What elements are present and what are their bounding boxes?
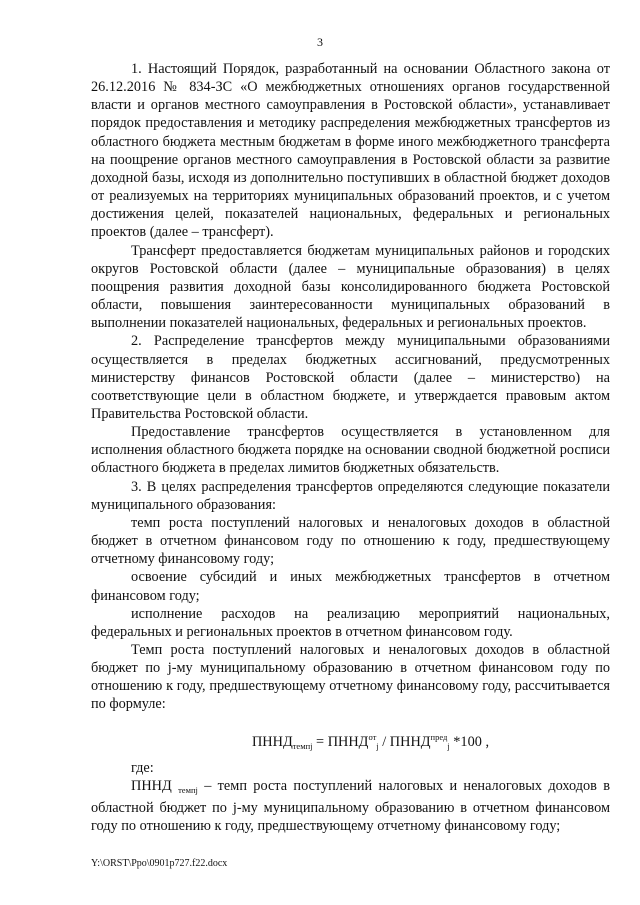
paragraph-7: освоение субсидий и иных межбюджетных трансфертов в отчетном финансовом году; <box>91 569 610 604</box>
formula <box>91 728 610 755</box>
paragraph-8: исполнение расходов на реализацию мероприятий национальных, федеральных и региональных проектов в отчетном финансовом году. <box>91 605 610 640</box>
formula-term-1: ПННД <box>327 733 369 750</box>
formula-lhs-sub: темпj <box>292 740 313 751</box>
formula-divide: / <box>378 733 390 750</box>
formula-term-1-sub: j <box>376 740 379 751</box>
definition-text: – темп роста поступлений налоговых и неналоговых доходов в областной бюджет по j-му муниципальному образованию в отчетном финансовом году по отношению к году, предшествующему отчетному финансовому году; <box>91 777 611 835</box>
paragraph-2: Трансферт предоставляется бюджетам муниципальных районов и городских округов Ростовской области (далее – муниципальные образования) в целях поощрения развития доходной базы консолидированного бюджета Ростовской области, повышения заинтересованности муниципальных образований в выполнении показателей национальных, федеральных и региональных проектов. <box>91 242 610 332</box>
paragraph-5: 3. В целях распределения трансфертов определяются следующие показатели муниципального образования: <box>91 478 610 513</box>
formula-term-2: ПННД <box>389 733 431 750</box>
paragraph-6: темп роста поступлений налоговых и неналоговых доходов в областной бюджет в отчетном финансовом году по отношению к году, предшествующему отчетному финансовому году; <box>91 514 610 568</box>
page-number: 3 <box>317 35 323 49</box>
paragraph-9: Темп роста поступлений налоговых и неналоговых доходов в областной бюджет по j-му муниципальному образованию в отчетном финансовом году по отношению к году, предшествующему отчетному финансовому году, рассчитывается по формуле: <box>91 642 610 713</box>
footer-file-path: Y:\ORST\Ppo\0901p727.f22.docx <box>91 858 228 869</box>
formula-term-1-sup: от <box>368 731 377 742</box>
formula-multiply: *100 , <box>449 733 490 750</box>
definition-paragraph <box>91 777 610 835</box>
document-body <box>91 60 610 835</box>
paragraph-3: 2. Распределение трансфертов между муниципальными образованиями осуществляется в пределах бюджетных ассигнований, предусмотренных министерству финансов Ростовской области (далее – министерство) на соответствующие цели в областном бюджете, и утверждается правовым актом Правительства Ростовской области. <box>91 333 610 422</box>
formula-equals: = <box>312 733 328 750</box>
definition-term-sub: темпj <box>178 784 198 795</box>
definition-term: ПННД <box>131 777 179 794</box>
paragraph-4: Предоставление трансфертов осуществляется в установленном для исполнения областного бюджета порядке на основании сводной бюджетной росписи областного бюджета в пределах лимитов бюджетных обязательств. <box>91 424 610 477</box>
where-label: где: <box>131 759 154 776</box>
formula-lhs: ПННД <box>251 733 293 750</box>
paragraph-1: 1. Настоящий Порядок, разработанный на основании Областного закона от 26.12.2016 № 834-ЗС «О межбюджетных отношениях органов государственной власти и органов местного самоуправления в Ростовской области», устанавливает порядок предоставления и методику распределения межбюджетных трансфертов из областного бюджета местным бюджетам в форме иного межбюджетного трансферта на поощрение органов местного самоуправления в Ростовской области за развитие доходной базы, исходя из дополнительно поступивших в областной бюджет доходов от реализуемых на территориях муниципальных образований проектов, и с учетом достижения целей, показателей национальных, федеральных и региональных проектов (далее – трансферт). <box>91 61 610 241</box>
formula-term-2-sub: j <box>447 740 450 751</box>
formula-term-2-sup: пред <box>430 731 448 742</box>
